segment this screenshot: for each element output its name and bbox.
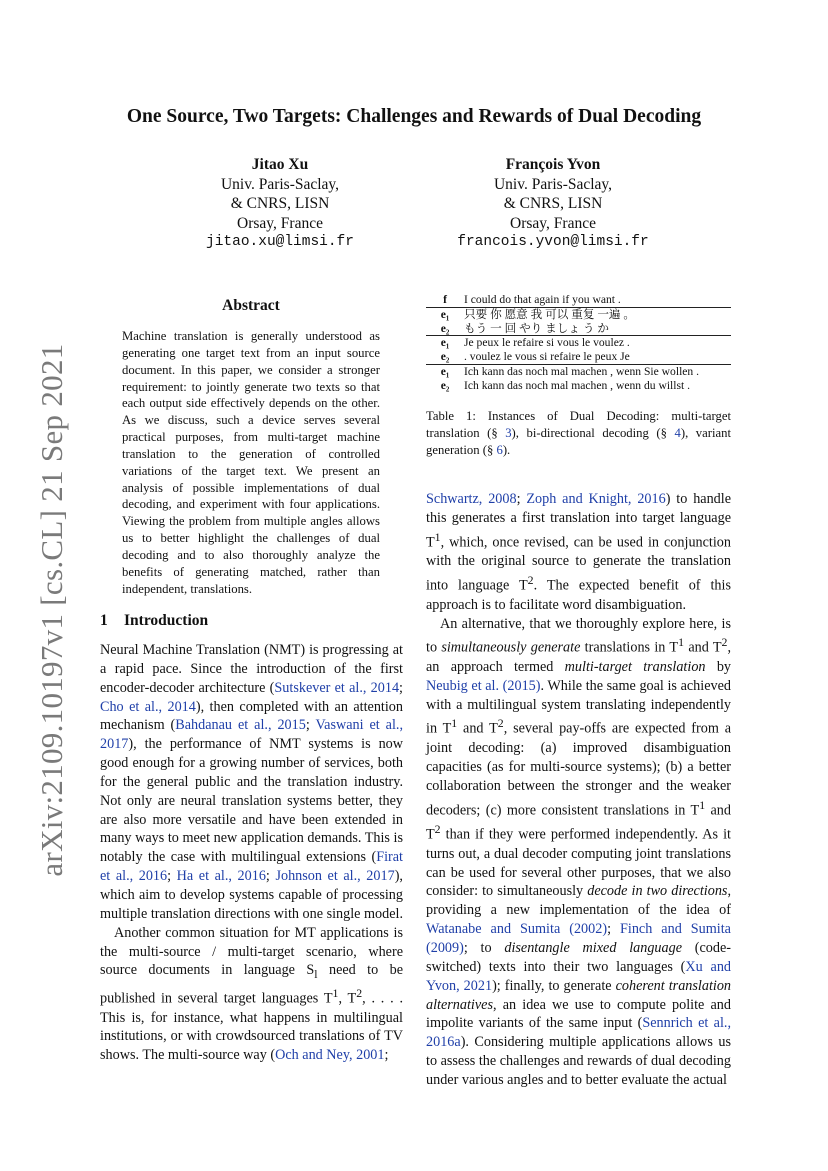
caption-text: ), bi-directional decoding (§ — [511, 426, 675, 440]
math-superscript: 2 — [434, 822, 441, 837]
math-superscript: 1 — [332, 986, 339, 1001]
author-name: Jitao Xu — [251, 156, 309, 173]
intro-right-column — [426, 490, 731, 1090]
text: ); finally, to generate — [492, 977, 616, 994]
math-subscript: l — [314, 967, 318, 982]
citation-link[interactable]: Watanabe and Sumita (2002) — [426, 921, 608, 938]
author-affiliation: Univ. Paris-Saclay, — [220, 175, 340, 193]
citation-link[interactable]: Firat et al., 2016 — [100, 849, 403, 885]
text: Another common situation for MT applications is the multi-source / multi-target scenario, where source documents in language S — [100, 924, 403, 979]
table-row — [426, 364, 731, 378]
author-email[interactable]: jitao.xu@limsi.fr — [206, 234, 354, 250]
intro-left-column — [100, 641, 403, 1065]
text: ), which aim to develop systems capable of processing multiple translation directions with one single model. — [100, 868, 404, 922]
text: and T — [457, 721, 498, 738]
math-superscript: 2 — [497, 716, 504, 731]
citation-link[interactable]: Sutskever et al., 2014 — [274, 679, 400, 696]
table-row — [426, 336, 731, 350]
author-block-2 — [428, 155, 678, 253]
table-row — [426, 307, 731, 321]
row-text: I could do that again if you want . — [464, 293, 731, 307]
emphasis: disentangle mixed language — [504, 939, 682, 956]
row-label: e₂ — [426, 350, 464, 364]
emphasis: decode in two directions — [587, 883, 728, 900]
citation-link[interactable]: Johnson et al., 2017 — [275, 868, 395, 885]
paragraph — [426, 490, 731, 615]
section-number: 1 — [100, 612, 108, 629]
caption-text: Table 1: Instances of Dual Decoding: multi-target translation (§ — [426, 409, 731, 440]
citation-link[interactable]: Sennrich et al., 2016a — [426, 1015, 731, 1051]
author-affiliation: Univ. Paris-Saclay, — [493, 175, 613, 193]
text: ), the performance of NMT systems is now good enough for a growing number of services, both for the general public and the translation industry. Not only are neural translation systems better, they are also more versatile and have been extended in many ways to meet new application demands. This is notably the case with multilingual extensions ( — [100, 736, 403, 866]
row-text: Ich kann das noch mal machen , wenn Sie wollen . — [464, 364, 700, 378]
citation-link[interactable]: Zoph and Knight, 2016 — [526, 491, 666, 507]
table-row — [426, 350, 731, 364]
text: , several pay-offs are expected from a joint decoding: (a) improved disambiguation capacities (as for multi-source systems); (b) a better collaboration between the stronger and the weaker decoders; (c) more consistent translations in T — [426, 721, 731, 819]
citation-link[interactable]: Xu and Yvon, 2021 — [426, 958, 732, 994]
author-name: François Yvon — [505, 156, 601, 173]
text: , . . . . This is, for instance, what happens in multilingual institutions, or with crowdsourced translations of TV shows. The multi-source way ( — [100, 990, 403, 1064]
text: ; — [265, 868, 276, 885]
text: An alternative, that we thoroughly explore here, is to — [426, 615, 731, 657]
math-superscript: 1 — [699, 797, 706, 812]
table-row — [426, 379, 731, 393]
math-superscript: 1 — [451, 716, 458, 731]
row-label: e₁ — [440, 307, 450, 321]
math-superscript: 2 — [356, 986, 363, 1001]
section-ref-link[interactable]: 3 — [505, 426, 512, 440]
paragraph — [100, 641, 403, 924]
row-label: f — [426, 293, 464, 307]
section-title: Introduction — [124, 612, 209, 629]
row-label: e₂ — [440, 378, 450, 392]
author-affiliation: & CNRS, LISN — [230, 195, 330, 212]
author-affiliation: Orsay, France — [237, 214, 323, 232]
text: translations in T — [580, 640, 679, 657]
caption-text: ), variant generation (§ — [426, 426, 731, 457]
emphasis: simultaneously generate — [441, 640, 581, 657]
table-row — [426, 322, 731, 336]
text: and T — [426, 802, 731, 843]
author-block-1 — [180, 155, 380, 253]
text: than if they were performed independently. As it turns out, a dual decoder computing joint translations can be used for several other purposes, that we also consider: to simultaneously — [426, 826, 731, 900]
author-affiliation: Orsay, France — [510, 214, 596, 232]
author-email[interactable]: francois.yvon@limsi.fr — [457, 234, 649, 250]
text: , T — [338, 990, 357, 1007]
citation-link[interactable]: Neubig et al. (2015) — [426, 677, 541, 694]
row-label: e₁ — [440, 364, 450, 378]
text: ; — [399, 679, 403, 696]
citation-link[interactable]: Schwartz, 2008 — [426, 491, 517, 507]
author-affiliation: & CNRS, LISN — [503, 195, 603, 212]
citation-link[interactable]: Och and Ney, 2001 — [275, 1047, 385, 1064]
text: , an idea we use to compute polite and impolite variants of the same input ( — [426, 996, 731, 1032]
text: (code-switched) texts into their two languages ( — [426, 939, 732, 975]
section-heading — [100, 612, 208, 630]
section-ref-link[interactable]: 4 — [674, 426, 681, 440]
math-superscript: 2 — [721, 635, 728, 650]
caption-text: ). — [502, 443, 511, 457]
row-text: Je peux le refaire si vous le voulez . — [464, 336, 630, 350]
text: by — [705, 658, 732, 675]
emphasis: coherent translation alternatives — [426, 977, 732, 1013]
text: and T — [684, 640, 722, 657]
abstract-text: Machine translation is generally understood as generating one target text from an input source document. In this paper, we consider a stronger requirement: to jointly generate two texts so that each output side effectively depends on the other. As we discuss, such a device serves several practical purposes, from multi-target machine translation to the generation of controlled variations of the target text. We present an analysis of possible implementations of dual decoding, and experiment with four applications. Viewing the problem from multiple angles allows us to better highlight the challenges of dual decoding and to also thoroughly analyze the benefits of generating matched, rather than independent, translations. — [122, 329, 380, 596]
emphasis: multi-target translation — [564, 658, 706, 675]
text: ; — [384, 1047, 389, 1064]
table-row — [426, 293, 731, 307]
text: ; — [516, 491, 527, 507]
section-ref-link[interactable]: 6 — [496, 443, 503, 457]
text: ; — [305, 717, 316, 734]
math-superscript: 1 — [678, 635, 685, 650]
paper-title: One Source, Two Targets: Challenges and Rewards of Dual Decoding — [126, 106, 702, 127]
row-text: Ich kann das noch mal machen , wenn du willst . — [464, 378, 691, 392]
citation-link[interactable]: Cho et al., 2014 — [100, 698, 196, 715]
math-superscript: 1 — [434, 529, 441, 544]
row-text: もう 一 回 やり ましょ う か — [464, 322, 731, 336]
text: Neural Machine Translation (NMT) is progressing at a rapid pace. Since the introduction of the first encoder-decoder architecture ( — [100, 642, 403, 696]
text: ) to handle this generates a first translation into target language T — [426, 491, 732, 551]
table-caption — [426, 408, 731, 459]
example-table — [426, 293, 731, 393]
paragraph — [426, 615, 731, 1090]
text: . While the same goal is achieved with a multilingual system translating independently in T — [426, 677, 731, 738]
text: . The expected benefit of this approach is to facilitate word disambiguation. — [426, 577, 731, 613]
text: ; to — [463, 939, 505, 956]
text: , providing a new implementation of the idea of — [426, 883, 731, 919]
text: ; — [607, 921, 620, 938]
row-text: 只要 你 愿意 我 可以 重复 一遍 。 — [464, 307, 636, 321]
citation-link[interactable]: Ha et al., 2016 — [176, 868, 266, 885]
paragraph — [100, 924, 403, 1065]
abstract-heading: Abstract — [222, 297, 280, 314]
text: need to be published in several target languages T — [100, 962, 403, 1007]
text: ; — [167, 868, 177, 885]
arxiv-stamp: arXiv:2109.10197v1 [cs.CL] 21 Sep 2021 — [34, 343, 69, 877]
citation-link[interactable]: Finch and Sumita (2009) — [426, 921, 731, 956]
citation-link[interactable]: Vaswani et al., 2017 — [100, 717, 404, 753]
row-text: . voulez le vous si refaire le peux Je — [464, 350, 731, 364]
math-superscript: 2 — [527, 573, 534, 588]
text: ). Considering multiple applications allows us to assess the challenges and rewards of dual decoding under various angles and to better evaluate the actual — [426, 1034, 731, 1088]
text: ), then completed with an attention mechanism ( — [100, 698, 403, 734]
row-label: e₁ — [440, 336, 450, 350]
citation-link[interactable]: Bahdanau et al., 2015 — [175, 717, 306, 734]
text: , an approach termed — [426, 640, 731, 675]
row-label: e₂ — [426, 322, 464, 336]
text: , which, once revised, can be used in conjunction with the original source to generate the translation into language T — [426, 534, 731, 594]
